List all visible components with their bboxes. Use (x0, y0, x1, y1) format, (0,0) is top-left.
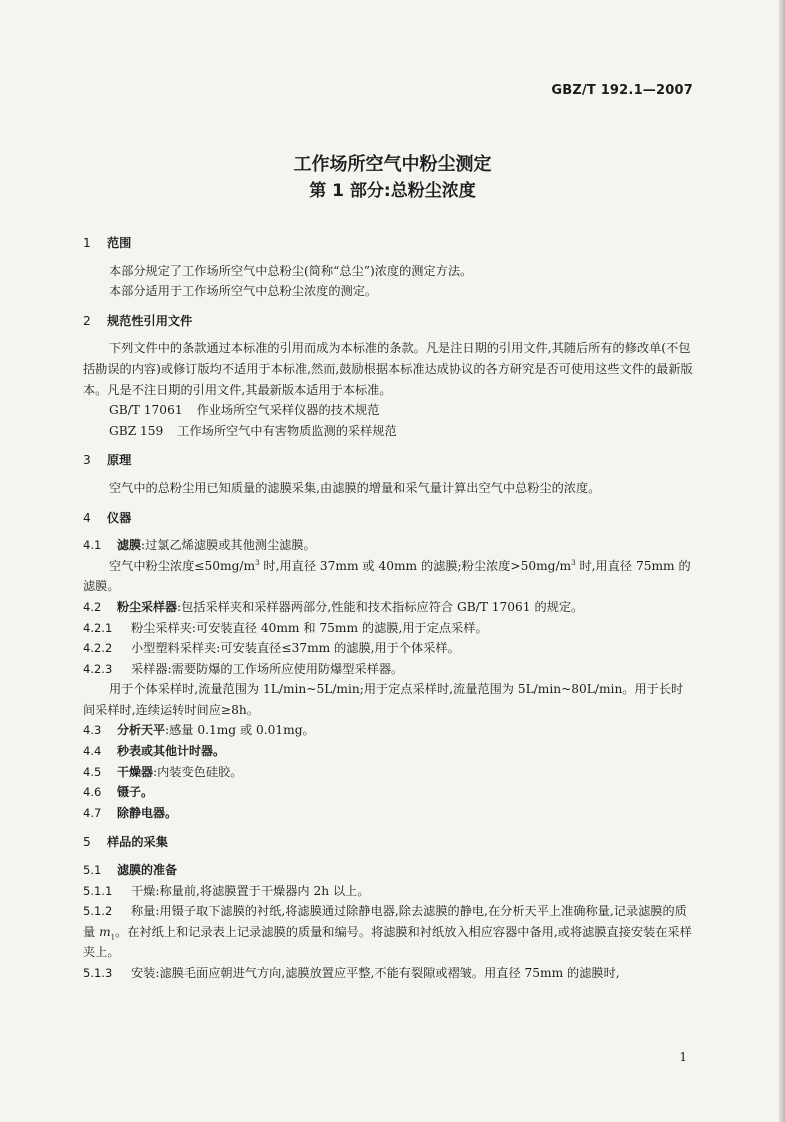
clause-number: 4.1 (83, 538, 102, 553)
paragraph: 本部分适用于工作场所空气中总粉尘浓度的测定。 (109, 284, 378, 299)
clause-text: 小型塑料采样夹:可安装直径≤37mm 的滤膜,用于个体采样。 (131, 641, 460, 656)
document-title (0, 152, 785, 204)
clause-number: 4.4 (83, 744, 102, 759)
clause-5-1 (83, 860, 695, 881)
clause-number: 5.1.3 (83, 966, 113, 980)
clause-text: :包括采样夹和采样器两部分,性能和技术指标应符合 GB/T 17061 的规定。 (177, 599, 584, 614)
clause-text: :内装变色硅胶。 (153, 764, 243, 779)
clause-text: :感量 0.1mg 或 0.01mg。 (165, 723, 315, 738)
clause-number: 4.2 (83, 599, 102, 614)
paragraph: 空气中的总粉尘用已知质量的滤膜采集,由滤膜的增量和采气量计算出空气中总粉尘的浓度。 (109, 480, 601, 495)
standard-number: GBZ/T 192.1—2007 (551, 83, 693, 98)
reference-item (83, 400, 695, 421)
section-number: 2 (83, 313, 91, 328)
clause-label: 滤膜的准备 (117, 863, 178, 878)
paragraph: 下列文件中的条款通过本标准的引用而成为本标准的条款。凡是注日期的引用文件,其随后所有的修改单(不包括勘误的内容)或修订版均不适用于本标准,然而,鼓励根据本标准达成协议的各方研究是否可使用这些文件的最新版本。凡是不注日期的引用文件,其最新版本适用于本标准。 (83, 341, 693, 397)
subscript: 1 (110, 933, 116, 942)
clause-4-3 (83, 720, 695, 741)
clause-label: 分析天平 (117, 723, 166, 738)
clause-4-6 (83, 782, 695, 803)
clause-text: 干燥:称量前,将滤膜置于干燥器内 2h 以上。 (131, 883, 370, 898)
clause-4-7 (83, 803, 695, 824)
section-1-heading (83, 233, 695, 254)
math-variable: m (99, 924, 111, 939)
clause-4-2-3 (83, 659, 695, 680)
clause-4-2 (83, 597, 695, 618)
clause-label: 干燥器 (117, 764, 154, 779)
clause-4-1 (83, 535, 695, 556)
clause-label: 除静电器。 (117, 805, 178, 820)
clause-number: 5.1 (83, 863, 102, 878)
clause-label: 镊子。 (117, 785, 154, 800)
clause-5-1-3 (83, 963, 695, 984)
text-run: 空气中粉尘浓度≤50mg/m (109, 558, 256, 573)
section-5-heading (83, 832, 695, 853)
clause-number: 4.2.3 (83, 661, 113, 676)
title-line-2: 第 1 部分:总粉尘浓度 (309, 181, 476, 201)
section-title: 原理 (107, 453, 132, 468)
reference-title: 工作场所空气中有害物质监测的采样规范 (177, 423, 397, 438)
clause-number: 4.5 (83, 764, 102, 779)
section-number: 4 (83, 510, 91, 525)
clause-text: 称量:用镊子取下滤膜的衬纸,将滤膜通过除静电器,除去滤膜的静电,在分析天平上准确称量,记录滤膜的质量 (83, 904, 687, 939)
section-3-heading (83, 450, 695, 471)
clause-text: 安装:滤膜毛面应朝进气方向,滤膜放置应平整,不能有裂隙或褶皱。用直径 75mm 的滤膜时, (131, 966, 620, 980)
clause-4-2-1 (83, 618, 695, 639)
document-body (83, 233, 695, 984)
clause-text: 采样器:需要防爆的工作场所应使用防爆型采样器。 (131, 661, 404, 676)
clause-text: 。在衬纸上和记录表上记录滤膜的质量和编号。将滤膜和衬纸放入相应容器中备用,或将滤膜直接安装在采样夹上。 (83, 924, 692, 960)
paragraph (83, 556, 695, 597)
clause-number: 4.7 (83, 805, 102, 820)
section-number: 3 (83, 453, 91, 468)
section-title: 规范性引用文件 (107, 313, 193, 328)
clause-number: 4.2.1 (83, 620, 113, 635)
clause-text: 粉尘采样夹:可安装直径 40mm 和 75mm 的滤膜,用于定点采样。 (131, 620, 488, 635)
reference-code: GBZ 159 (109, 423, 164, 438)
clause-label: 滤膜 (117, 538, 142, 553)
title-line-1: 工作场所空气中粉尘测定 (293, 154, 492, 175)
section-title: 样品的采集 (107, 835, 168, 850)
section-4-heading (83, 508, 695, 529)
clause-5-1-1 (83, 881, 695, 902)
clause-label: 粉尘采样器 (117, 599, 178, 614)
clause-label: 秒表或其他计时器。 (117, 744, 226, 759)
clause-4-4 (83, 741, 695, 762)
reference-item (83, 421, 695, 442)
superscript: 3 (571, 558, 576, 567)
clause-number: 5.1.1 (83, 883, 113, 898)
superscript: 3 (255, 558, 260, 567)
clause-number: 4.2.2 (83, 641, 113, 656)
clause-text: :过氯乙烯滤膜或其他测尘滤膜。 (141, 538, 316, 553)
clause-5-1-2 (83, 901, 695, 963)
clause-number: 4.3 (83, 723, 102, 738)
reference-code: GB/T 17061 (109, 403, 183, 418)
section-number: 5 (83, 835, 91, 850)
text-run: 时,用直径 37mm 或 40mm 的滤膜;粉尘浓度>50mg/m (259, 558, 572, 573)
reference-title: 作业场所空气采样仪器的技术规范 (196, 403, 380, 418)
paragraph: 本部分规定了工作场所空气中总粉尘(简称“总尘”)浓度的测定方法。 (109, 263, 473, 278)
clause-number: 5.1.2 (83, 904, 113, 919)
text-run: 时,用直径 75mm 的滤膜。 (83, 558, 691, 594)
page-number: 1 (679, 1050, 687, 1064)
section-2-heading (83, 311, 695, 332)
section-number: 1 (83, 236, 91, 250)
clause-number: 4.6 (83, 785, 102, 800)
clause-4-5 (83, 762, 695, 783)
section-title: 仪器 (107, 510, 132, 525)
section-title: 范围 (107, 236, 132, 250)
paragraph: 用于个体采样时,流量范围为 1L/min~5L/min;用于定点采样时,流量范围为 5L/min~80L/min。用于长时间采样时,连续运转时间应≥8h。 (83, 682, 684, 717)
clause-4-2-2 (83, 638, 695, 659)
